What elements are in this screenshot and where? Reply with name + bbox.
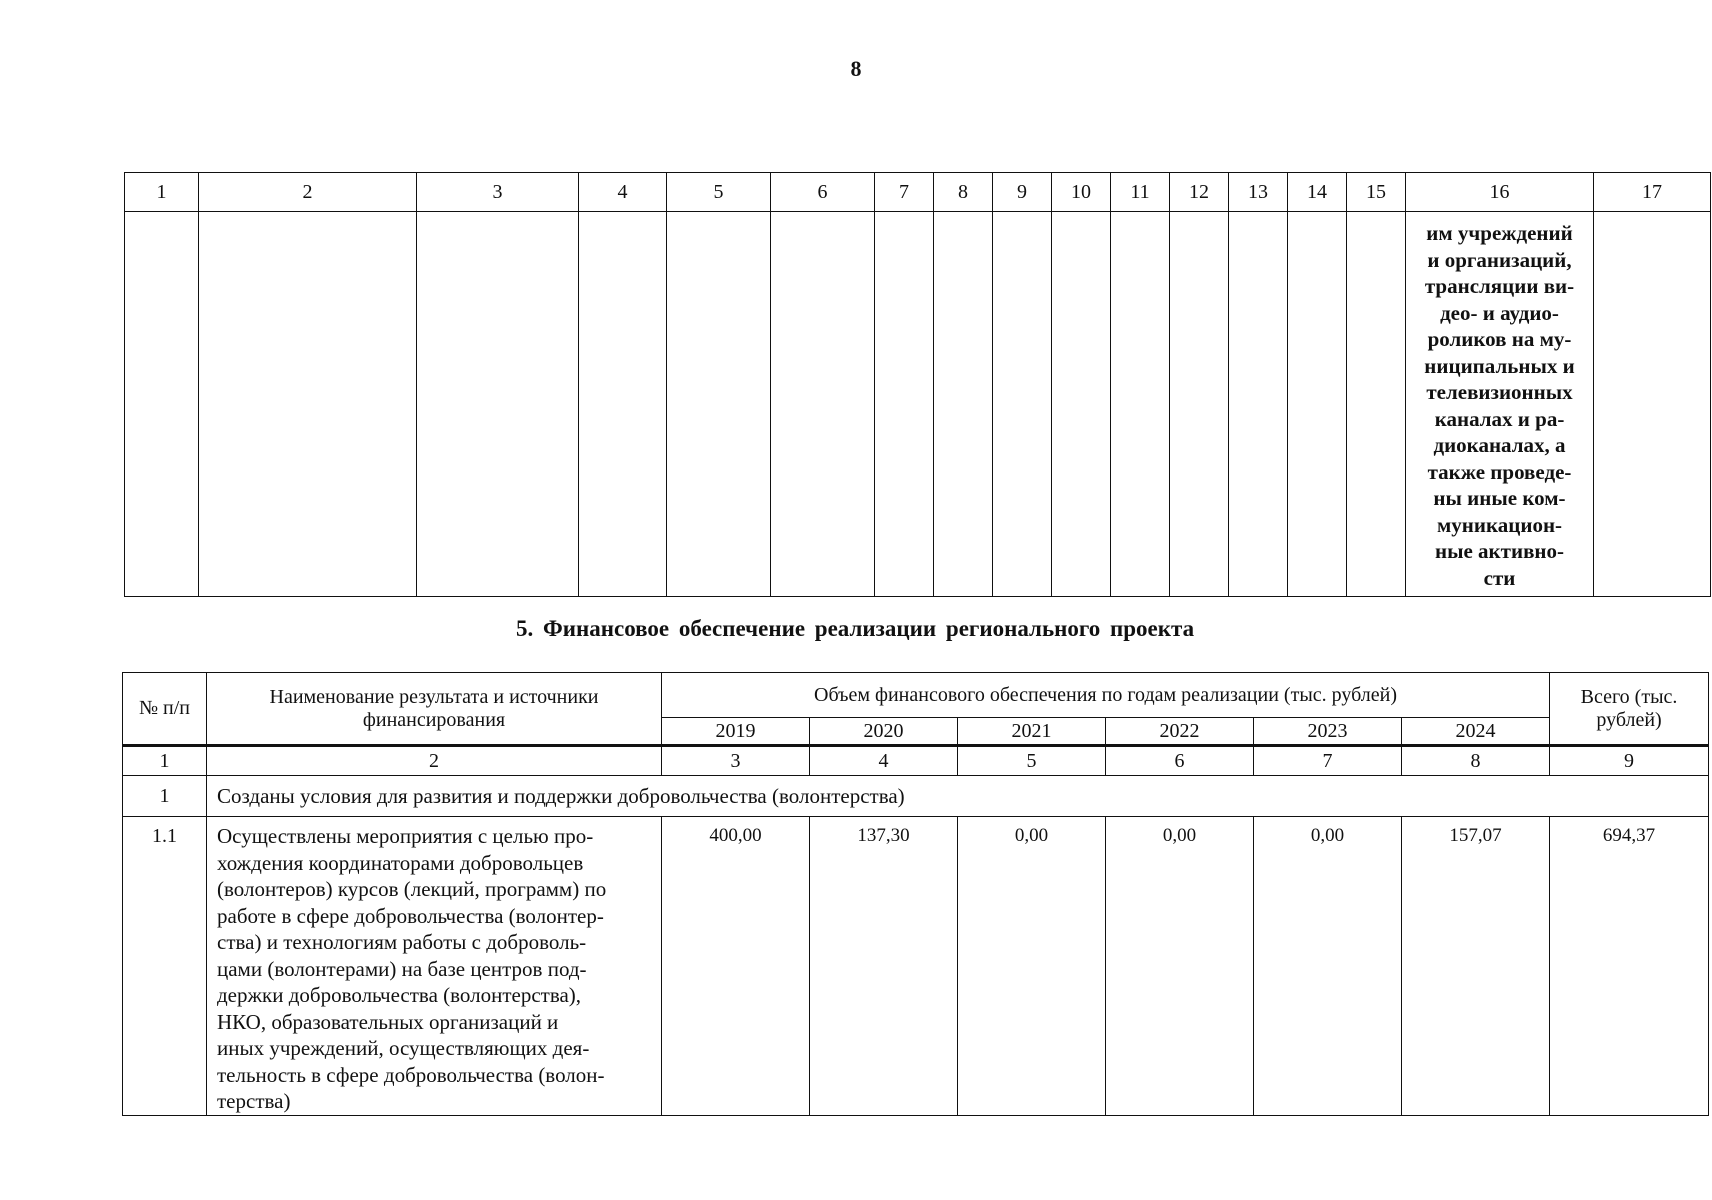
column-number-row [125, 173, 1711, 212]
empty-cell [1052, 212, 1111, 597]
empty-cell [993, 212, 1052, 597]
section-label: Созданы условия для развития и поддержки добровольчества (волонтерства) [207, 776, 1709, 817]
column-number: 7 [875, 173, 934, 212]
column-number: 3 [417, 173, 579, 212]
text-line: цами (волонтерами) на базе центров под- [217, 956, 587, 981]
year-cell: 2019 [662, 718, 810, 746]
empty-cell [1347, 212, 1406, 597]
text-line: хождения координаторами добровольцев [217, 850, 584, 875]
column-number: 9 [993, 173, 1052, 212]
text-line: Осуществлены мероприятия с целью про- [217, 824, 594, 848]
value-2022: 0,00 [1106, 817, 1254, 1116]
column-number: 17 [1594, 173, 1711, 212]
text-line: телевизионных [1426, 380, 1573, 404]
text-line: роликов на му- [1427, 327, 1572, 351]
continuation-table [124, 172, 1711, 597]
column-number: 3 [662, 746, 810, 776]
text-line: НКО, образовательных организаций и [217, 1009, 559, 1034]
continuation-row [125, 212, 1711, 597]
empty-cell [934, 212, 993, 597]
column-number: 12 [1170, 173, 1229, 212]
text-line: тельность в сфере добровольчества (волон- [217, 1062, 605, 1087]
text-line: терства) [217, 1089, 291, 1113]
column-number: 1 [123, 746, 207, 776]
column-number-row [123, 746, 1709, 776]
value-2019: 400,00 [662, 817, 810, 1116]
text-line: муникацион- [1436, 512, 1563, 537]
text-line: ства) и технологиям работы с доброволь- [217, 930, 587, 954]
text-line: работе в сфере добровольчества (волонтер- [217, 903, 604, 928]
text-line: ниципальных и [1424, 353, 1575, 378]
text-line: трансляции ви- [1424, 274, 1575, 298]
year-cell: 2020 [810, 718, 958, 746]
column-number: 6 [1106, 746, 1254, 776]
empty-cell [771, 212, 875, 597]
page-number: 8 [850, 56, 862, 81]
column-number: 1 [125, 173, 199, 212]
empty-cell [199, 212, 417, 597]
empty-cell [579, 212, 667, 597]
value-2021: 0,00 [958, 817, 1106, 1116]
empty-cell [125, 212, 199, 597]
empty-cell [1229, 212, 1288, 597]
text-line: ны иные ком- [1433, 486, 1566, 510]
text-line: держки добровольчества (волонтерства), [217, 983, 582, 1007]
column-number: 7 [1254, 746, 1402, 776]
column-number: 6 [771, 173, 875, 212]
section-index: 1 [123, 776, 207, 817]
column-number: 11 [1111, 173, 1170, 212]
text-line: и организаций, [1427, 247, 1572, 272]
column-number: 4 [579, 173, 667, 212]
text-line: ные активно- [1434, 539, 1564, 563]
financing-table [122, 672, 1709, 1116]
empty-cell [1594, 212, 1711, 597]
row-description [207, 817, 662, 1116]
row-index: 1.1 [123, 817, 207, 1116]
column-number: 16 [1406, 173, 1594, 212]
value-2023: 0,00 [1254, 817, 1402, 1116]
column-number: 5 [958, 746, 1106, 776]
empty-cell [667, 212, 771, 597]
empty-cell [417, 212, 579, 597]
table-row [123, 817, 1709, 1116]
text-line: им учреждений [1426, 221, 1573, 245]
column-number: 5 [667, 173, 771, 212]
column-number: 2 [207, 746, 662, 776]
value-total: 694,37 [1550, 817, 1709, 1116]
header-name: Наименование результата и источники финансирования [207, 673, 662, 746]
text-line: сти [1483, 565, 1516, 590]
header-row [123, 673, 1709, 718]
column-number: 9 [1550, 746, 1709, 776]
continued-text-cell [1406, 212, 1594, 597]
column-number: 15 [1347, 173, 1406, 212]
value-2020: 137,30 [810, 817, 958, 1116]
header-volume: Объем финансового обеспечения по годам реализации (тыс. рублей) [662, 673, 1550, 718]
column-number: 8 [934, 173, 993, 212]
empty-cell [1111, 212, 1170, 597]
text-line: део- и аудио- [1440, 300, 1559, 325]
column-number: 10 [1052, 173, 1111, 212]
header-num: № п/п [123, 673, 207, 746]
column-number: 13 [1229, 173, 1288, 212]
empty-cell [1170, 212, 1229, 597]
column-number: 4 [810, 746, 958, 776]
column-number: 8 [1402, 746, 1550, 776]
column-number: 14 [1288, 173, 1347, 212]
year-cell: 2021 [958, 718, 1106, 746]
empty-cell [1288, 212, 1347, 597]
text-line: каналах и ра- [1434, 406, 1565, 431]
column-number: 2 [199, 173, 417, 212]
text-line: (волонтеров) курсов (лекций, программ) по [217, 877, 607, 901]
year-cell: 2023 [1254, 718, 1402, 746]
empty-cell [875, 212, 934, 597]
text-line: диоканалах, а [1433, 433, 1566, 457]
text-line: иных учреждений, осуществляющих дея- [217, 1036, 590, 1060]
text-line: также проведе- [1427, 459, 1572, 484]
section-row [123, 776, 1709, 817]
value-2024: 157,07 [1402, 817, 1550, 1116]
year-cell: 2024 [1402, 718, 1550, 746]
section-title: 5. Финансовое обеспечение реализации регионального проекта [516, 616, 1195, 641]
header-total: Всего (тыс. рублей) [1550, 673, 1709, 746]
year-cell: 2022 [1106, 718, 1254, 746]
